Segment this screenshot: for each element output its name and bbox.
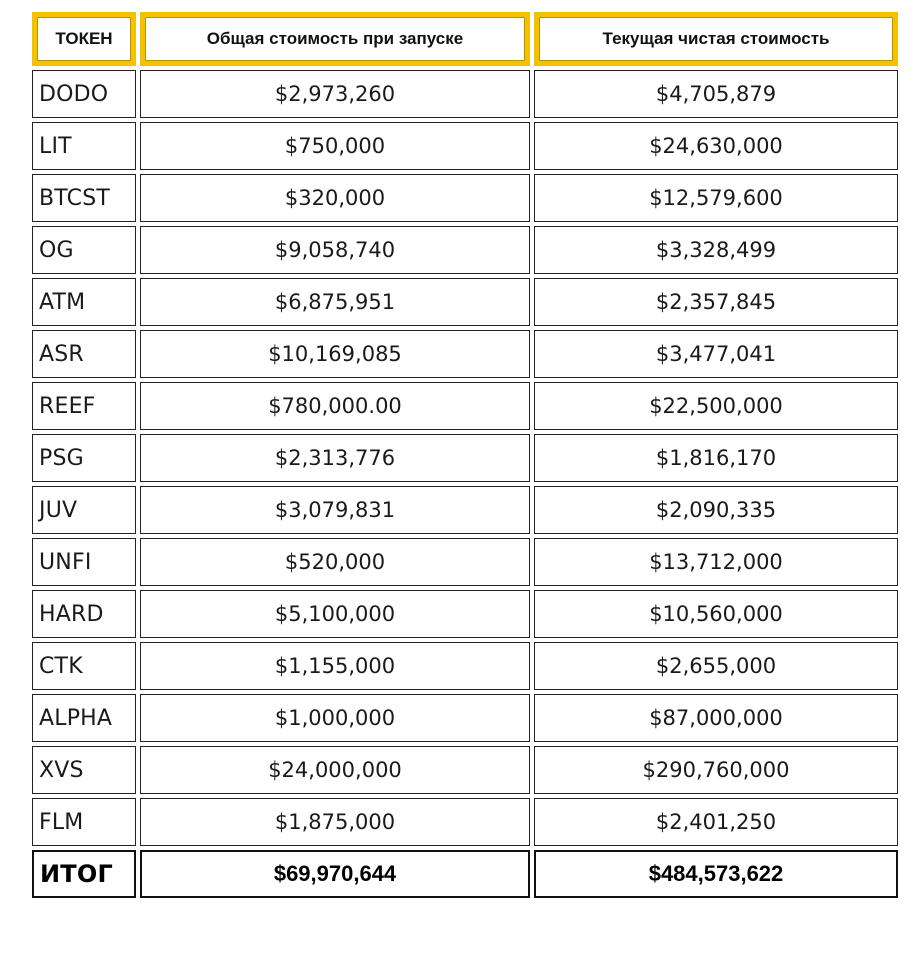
current-value-cell: $2,090,335 <box>534 486 898 534</box>
current-value-cell: $2,401,250 <box>534 798 898 846</box>
token-name-cell: ASR <box>32 330 136 378</box>
table-row <box>32 746 898 794</box>
launch-value-cell: $2,313,776 <box>140 434 530 482</box>
table-row <box>32 538 898 586</box>
table-row <box>32 694 898 742</box>
header-current-value: Текущая чистая стоимость <box>534 12 898 66</box>
current-value-cell: $12,579,600 <box>534 174 898 222</box>
current-value-cell: $24,630,000 <box>534 122 898 170</box>
launch-value-cell: $1,000,000 <box>140 694 530 742</box>
launch-value-cell: $1,875,000 <box>140 798 530 846</box>
total-row <box>32 850 898 898</box>
token-name-cell: CTK <box>32 642 136 690</box>
table-row <box>32 70 898 118</box>
launch-value-cell: $24,000,000 <box>140 746 530 794</box>
current-value-cell: $2,655,000 <box>534 642 898 690</box>
launch-value-cell: $520,000 <box>140 538 530 586</box>
total-launch-value-cell: $69,970,644 <box>140 850 530 898</box>
launch-value-cell: $9,058,740 <box>140 226 530 274</box>
header-token: ТОКЕН <box>32 12 136 66</box>
table-row <box>32 278 898 326</box>
table-row <box>32 382 898 430</box>
total-label-cell: ИТОГ <box>32 850 136 898</box>
table-row <box>32 330 898 378</box>
token-value-table-container <box>28 8 902 902</box>
token-name-cell: JUV <box>32 486 136 534</box>
table-row <box>32 434 898 482</box>
launch-value-cell: $1,155,000 <box>140 642 530 690</box>
current-value-cell: $290,760,000 <box>534 746 898 794</box>
current-value-cell: $10,560,000 <box>534 590 898 638</box>
current-value-cell: $1,816,170 <box>534 434 898 482</box>
token-name-cell: LIT <box>32 122 136 170</box>
launch-value-cell: $10,169,085 <box>140 330 530 378</box>
token-value-table <box>28 8 902 902</box>
table-row <box>32 590 898 638</box>
current-value-cell: $22,500,000 <box>534 382 898 430</box>
current-value-cell: $3,328,499 <box>534 226 898 274</box>
token-name-cell: PSG <box>32 434 136 482</box>
table-row <box>32 122 898 170</box>
table-row <box>32 226 898 274</box>
launch-value-cell: $3,079,831 <box>140 486 530 534</box>
table-row <box>32 798 898 846</box>
token-name-cell: XVS <box>32 746 136 794</box>
token-name-cell: DODO <box>32 70 136 118</box>
table-row <box>32 642 898 690</box>
token-name-cell: ATM <box>32 278 136 326</box>
current-value-cell: $3,477,041 <box>534 330 898 378</box>
current-value-cell: $4,705,879 <box>534 70 898 118</box>
launch-value-cell: $780,000.00 <box>140 382 530 430</box>
token-name-cell: BTCST <box>32 174 136 222</box>
token-name-cell: HARD <box>32 590 136 638</box>
token-name-cell: UNFI <box>32 538 136 586</box>
current-value-cell: $2,357,845 <box>534 278 898 326</box>
current-value-cell: $13,712,000 <box>534 538 898 586</box>
table-row <box>32 174 898 222</box>
header-launch-value: Общая стоимость при запуске <box>140 12 530 66</box>
current-value-cell: $87,000,000 <box>534 694 898 742</box>
total-current-value-cell: $484,573,622 <box>534 850 898 898</box>
header-row <box>32 12 898 66</box>
token-name-cell: ALPHA <box>32 694 136 742</box>
token-name-cell: REEF <box>32 382 136 430</box>
launch-value-cell: $5,100,000 <box>140 590 530 638</box>
launch-value-cell: $750,000 <box>140 122 530 170</box>
table-row <box>32 486 898 534</box>
token-name-cell: FLM <box>32 798 136 846</box>
launch-value-cell: $320,000 <box>140 174 530 222</box>
launch-value-cell: $2,973,260 <box>140 70 530 118</box>
launch-value-cell: $6,875,951 <box>140 278 530 326</box>
token-name-cell: OG <box>32 226 136 274</box>
